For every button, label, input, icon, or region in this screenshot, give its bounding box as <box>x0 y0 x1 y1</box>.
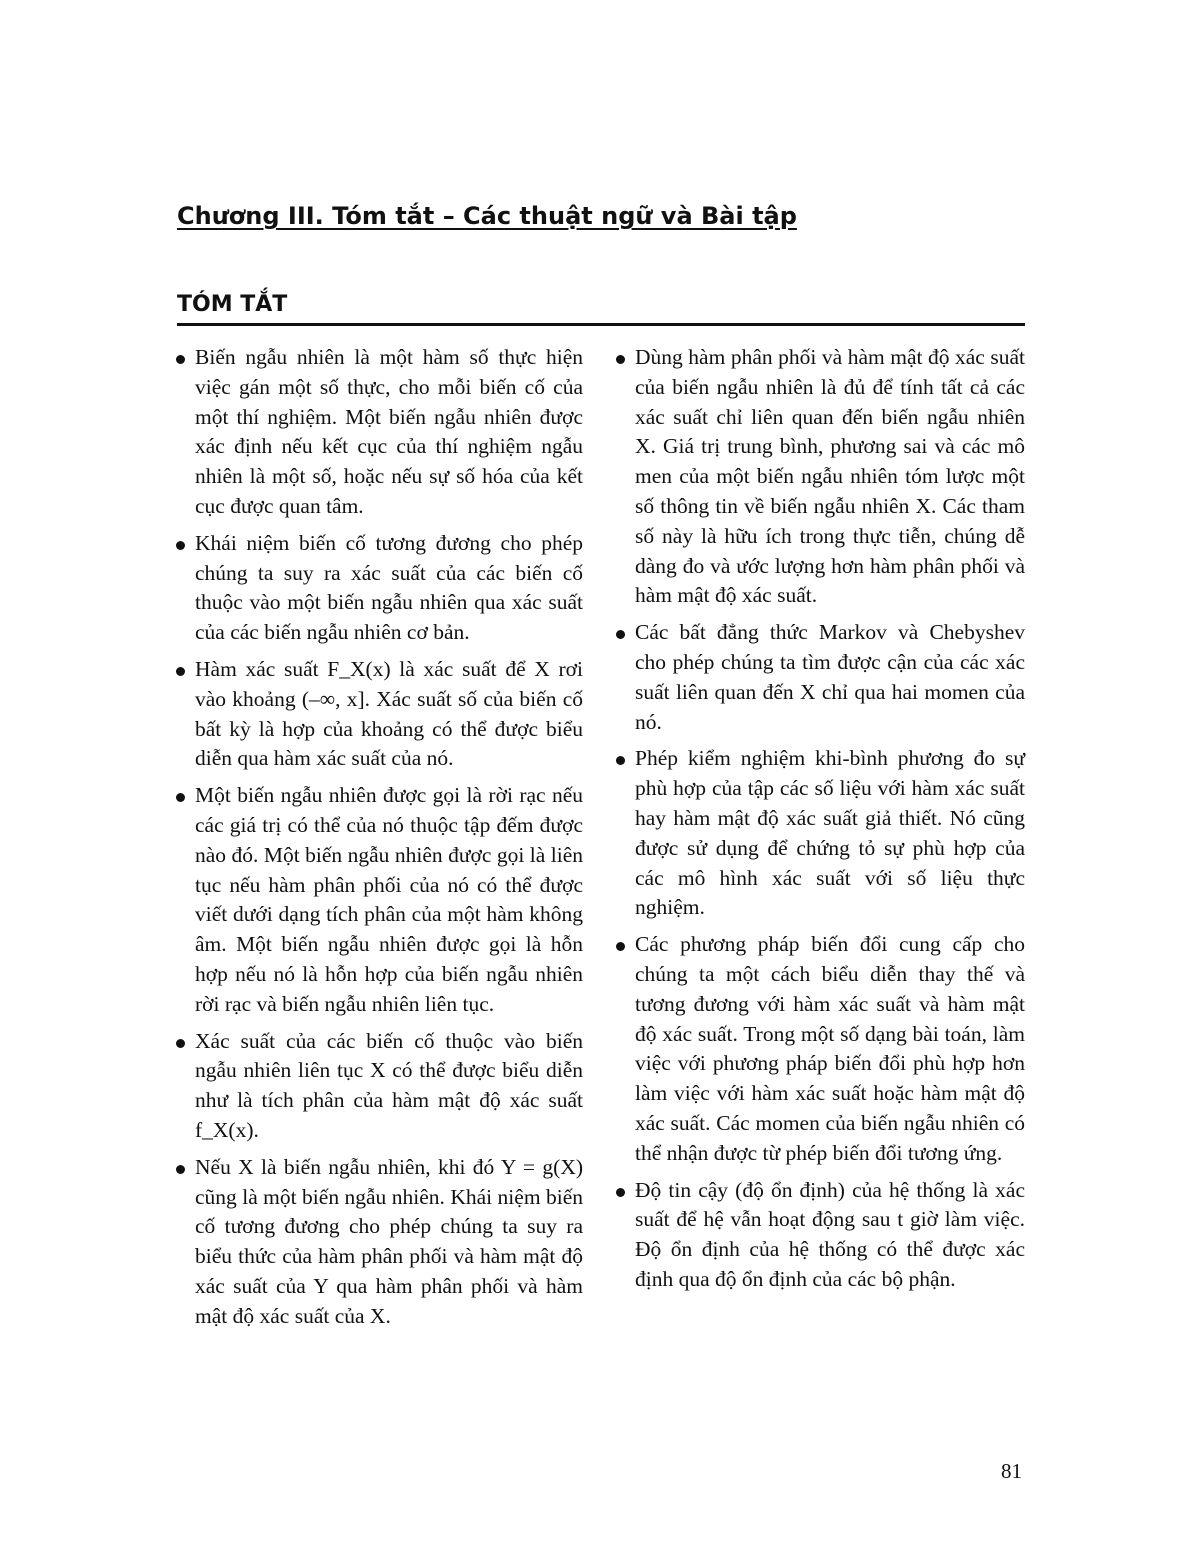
bullet-icon <box>616 1188 625 1197</box>
bullet-icon <box>176 793 185 802</box>
list-item <box>615 744 1025 923</box>
page-number: 81 <box>1001 1459 1022 1483</box>
list-item-text: Một biến ngẫu nhiên được gọi là rời rạc nếu các giá trị có thể của nó thuộc tập đếm được nào đó. Một biến ngẫu nhiên được gọi là liên tục nếu hàm phân phối của nó có thể được viết dưới dạng tích phân của một hàm không âm. Một biến ngẫu nhiên được gọi là hỗn hợp nếu nó là hỗn hợp của biến ngẫu nhiên rời rạc và biến ngẫu nhiên liên tục. <box>195 783 583 1016</box>
list-item-text: Độ tin cậy (độ ổn định) của hệ thống là xác suất để hệ vẫn hoạt động sau t giờ làm việc. Độ ổn định của hệ thống có thể được xác định qua độ ổn định của các bộ phận. <box>635 1177 1025 1291</box>
right-column-list <box>615 343 1025 1302</box>
list-item <box>175 781 583 1019</box>
bullet-icon <box>176 355 185 364</box>
list-item <box>615 1176 1025 1295</box>
bullet-icon <box>616 355 625 364</box>
bullet-icon <box>176 1165 185 1174</box>
list-item-text: Hàm xác suất F_X(x) là xác suất để X rơi vào khoảng (–∞, x]. Xác suất số của biến cố bất kỳ là hợp của khoảng có thể được biểu diễn qua hàm xác suất của nó. <box>195 656 583 771</box>
list-item-text: Phép kiểm nghiệm khi-bình phương đo sự phù hợp của tập các số liệu với hàm xác suất hay hàm mật độ xác suất giả thiết. Nó cũng được sử dụng để chứng tỏ sự phù hợp của các mô hình xác suất với số liệu thực nghiệm. <box>635 746 1025 920</box>
list-item <box>175 1153 583 1332</box>
bullet-icon <box>616 756 625 765</box>
bullet-icon <box>176 541 185 550</box>
list-item-text: Khái niệm biến cố tương đương cho phép chúng ta suy ra xác suất của các biến cố thuộc vào một biến ngẫu nhiên qua xác suất của các biến ngẫu nhiên cơ bản. <box>195 530 583 645</box>
bullet-icon <box>176 1039 185 1048</box>
left-column-list <box>175 343 583 1339</box>
section-heading: TÓM TẮT <box>177 290 1025 326</box>
list-item <box>615 343 1025 611</box>
list-item-text: Nếu X là biến ngẫu nhiên, khi đó Y = g(X) cũng là một biến ngẫu nhiên. Khái niệm biến cố tương đương cho phép chúng ta suy ra biểu thức của hàm phân phối và hàm mật độ xác suất của Y qua hàm phân phối và hàm mật độ xác suất của X. <box>195 1154 583 1328</box>
chapter-title: Chương III. Tóm tắt – Các thuật ngữ và Bài tập <box>177 202 797 230</box>
list-item <box>175 655 583 774</box>
list-item <box>175 1027 583 1146</box>
list-item <box>175 343 583 522</box>
list-item <box>615 930 1025 1168</box>
list-item <box>175 529 583 648</box>
bullet-icon <box>616 630 625 639</box>
list-item-text: Xác suất của các biến cố thuộc vào biến ngẫu nhiên liên tục X có thể được biểu diễn như là tích phân của hàm mật độ xác suất f_X(x). <box>195 1028 583 1142</box>
bullet-icon <box>616 942 625 951</box>
list-item <box>615 618 1025 737</box>
list-item-text: Biến ngẫu nhiên là một hàm số thực hiện việc gán một số thực, cho mỗi biến cố của một thí nghiệm. Một biến ngẫu nhiên được xác định nếu kết cục của thí nghiệm ngẫu nhiên là một số, hoặc nếu sự số hóa của kết cục được quan tâm. <box>195 345 583 518</box>
bullet-icon <box>176 667 185 676</box>
list-item-text: Dùng hàm phân phối và hàm mật độ xác suất của biến ngẫu nhiên là đủ để tính tất cả các xác suất chỉ liên quan đến biến ngẫu nhiên X. Giá trị trung bình, phương sai và các mô men của một biến ngẫu nhiên tóm lược một số thông tin về biến ngẫu nhiên X. Các tham số này là hữu ích trong thực tiễn, chúng dễ dàng đo và ước lượng hơn hàm phân phối và hàm mật độ xác suất. <box>635 345 1025 608</box>
list-item-text: Các phương pháp biến đổi cung cấp cho chúng ta một cách biểu diễn thay thế và tương đương với hàm xác suất và hàm mật độ xác suất. Trong một số dạng bài toán, làm việc với phương pháp biến đổi phù hợp hơn làm việc với hàm xác suất hoặc hàm mật độ xác suất. Các momen của biến ngẫu nhiên có thể nhận được từ phép biến đổi tương ứng. <box>635 932 1025 1165</box>
list-item-text: Các bất đẳng thức Markov và Chebyshev cho phép chúng ta tìm được cận của các xác suất liên quan đến X chỉ qua hai momen của nó. <box>635 620 1025 734</box>
